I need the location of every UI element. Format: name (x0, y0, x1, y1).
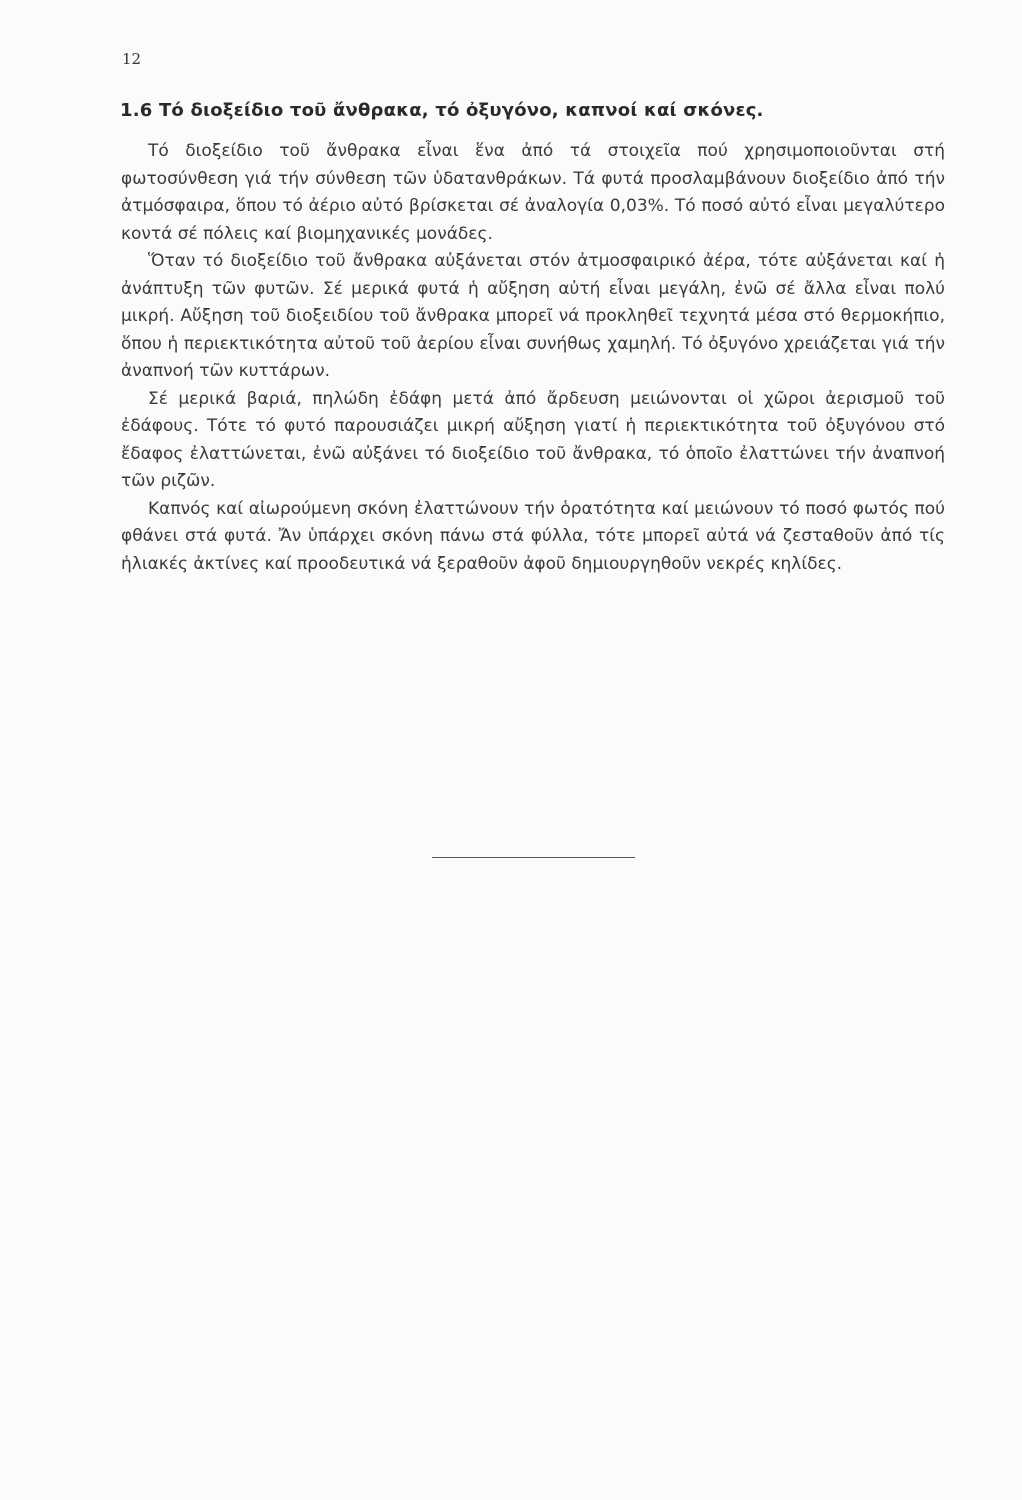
paragraph-carbon-dioxide-photosynthesis: Τό διοξείδιο τοῦ ἄνθρακα εἶναι ἕνα ἀπό τά στοιχεῖα πού χρησιμοποιοῦνται στή φωτοσύνθεση γιά τήν σύνθεση τῶν ὑδατανθράκων. Τά φυτά προσλαμβάνουν διοξείδιο ἀπό τήν ἀτμόσφαιρα, ὅπου τό ἀέριο αὐτό βρίσκεται σέ ἀναλογία 0,03%. Τό ποσό αὐτό εἶναι μεγαλύτερο κοντά σέ πόλεις καί βιομηχανικές μονάδες. (121, 141, 945, 244)
page-number: 12 (122, 50, 142, 68)
end-of-section-rule (432, 857, 635, 858)
section-heading: 1.6 Τό διοξείδιο τοῦ ἄνθρακα, τό ὀξυγόνο, καπνοί καί σκόνες. (120, 100, 764, 121)
paragraph-soil-aeration: Σέ μερικά βαριά, πηλώδη ἐδάφη μετά ἀπό ἄρδευση μειώνονται οἱ χῶροι ἀερισμοῦ τοῦ ἐδάφους. Τότε τό φυτό παρουσιάζει μικρή αὔξηση γιατί ἡ περιεκτικότητα τοῦ ὀξυγόνου στό ἔδαφος ἐλαττώνεται, ἐνῶ αὐξάνει τό διοξείδιο τοῦ ἄνθρακα, τό ὁποῖο ἐλαττώνει τήν ἀναπνοή τῶν ριζῶν. (121, 388, 945, 491)
body-text (121, 138, 945, 578)
paragraph-smoke-and-dust: Καπνός καί αἰωρούμενη σκόνη ἐλαττώνουν τήν ὁρατότητα καί μειώνουν τό ποσό φωτός πού φθάνει στά φυτά. Ἄν ὑπάρχει σκόνη πάνω στά φύλλα, τότε μπορεῖ αὐτά νά ζεσταθοῦν ἀπό τίς ἡλιακές ἀκτίνες καί προοδευτικά νά ξεραθοῦν ἀφοῦ δημιουργηθοῦν νεκρές κηλίδες. (121, 498, 945, 574)
paragraph-carbon-dioxide-growth: Ὅταν τό διοξείδιο τοῦ ἄνθρακα αὐξάνεται στόν ἀτμοσφαιρικό ἀέρα, τότε αὐξάνεται καί ἡ ἀνάπτυξη τῶν φυτῶν. Σέ μερικά φυτά ἡ αὔξηση αὐτή εἶναι μεγάλη, ἐνῶ σέ ἄλλα εἶναι πολύ μικρή. Αὔξηση τοῦ διοξειδίου τοῦ ἄνθρακα μπορεῖ νά προκληθεῖ τεχνητά μέσα στό θερμοκήπιο, ὅπου ἡ περιεκτικότητα αὐτοῦ τοῦ ἀερίου εἶναι συνήθως χαμηλή. Τό ὀξυγόνο χρειάζεται γιά τήν ἀναπνοή τῶν κυττάρων. (121, 251, 945, 381)
